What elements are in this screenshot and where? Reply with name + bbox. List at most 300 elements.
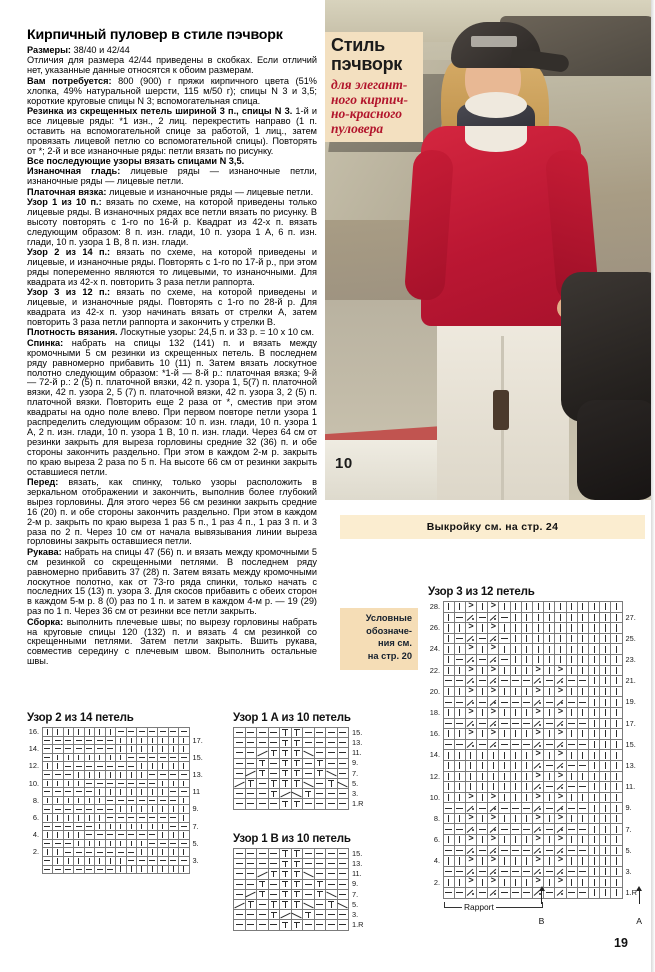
stitch-symbol-dash-icon (477, 697, 487, 707)
stitch-symbol-dash-icon (148, 814, 158, 822)
stitch-symbol-bar-icon (74, 831, 84, 839)
stitch-symbol-dash-icon (257, 738, 268, 747)
stitch-symbol-dash-icon (567, 761, 577, 771)
pattern-chart-cell (303, 899, 315, 909)
pattern-chart-cell (555, 602, 566, 613)
stitch-symbol-bar-icon (611, 750, 621, 760)
stitch-symbol-bar-icon (43, 780, 53, 788)
pattern-chart-cell (158, 762, 169, 771)
pattern-chart-cell (566, 782, 577, 793)
pattern-chart-cell (600, 697, 611, 708)
stitch-symbol-bar-icon (477, 772, 487, 782)
pattern-chart-cell (533, 707, 544, 718)
stitch-symbol-dash-icon (477, 803, 487, 813)
chart-row-label-left: 22. (429, 665, 440, 675)
pattern-chart-cell (245, 799, 257, 809)
stitch-symbol-bar-icon (544, 856, 554, 866)
pattern-chart-cell (268, 768, 280, 778)
pattern-chart-cell (268, 778, 280, 788)
pattern-chart-cell (588, 803, 599, 814)
pattern-chart-cell (158, 865, 169, 874)
pattern-chart-cell (105, 831, 116, 840)
stitch-symbol-dash-icon (326, 799, 337, 808)
stitch-symbol-dash-icon (544, 846, 554, 856)
chart-row-label-left (27, 788, 42, 797)
pattern-chart-cell (499, 718, 510, 729)
stitch-symbol-dash-icon (53, 771, 63, 779)
pattern-chart-cell (611, 644, 622, 655)
pattern-chart-cell (555, 750, 566, 761)
stitch-symbol-dash-icon (257, 728, 268, 737)
pattern-chart-cell (544, 676, 555, 687)
stitch-symbol-dash-icon (95, 866, 105, 874)
stitch-symbol-bar-icon (106, 728, 116, 736)
article-paragraph-lead: Резинка из скрещенных петель шириной 3 п., спицы N 3. (27, 105, 293, 116)
pattern-chart-cell (588, 888, 599, 899)
chart-row-label-left: 14. (28, 744, 39, 754)
chart-row-label-right: 3. (352, 789, 359, 799)
stitch-symbol-bar-icon (148, 823, 158, 831)
stitch-symbol-bar-icon (477, 856, 487, 866)
stitch-symbol-bar-icon (444, 772, 454, 782)
stitch-symbol-bar-icon (455, 623, 465, 633)
article-paragraph-lead: Все последующие узоры вязать спицами N 3,5. (27, 155, 245, 166)
article-paragraph-lead: Платочная вязка: (27, 186, 107, 197)
stitch-symbol-gt-icon (555, 877, 565, 887)
pattern-chart-cell (510, 697, 521, 708)
pattern-chart-cell (544, 623, 555, 634)
pattern-chart-cell (611, 654, 622, 665)
stitch-symbol-gt-icon (533, 856, 543, 866)
schematic-reference-text: Выкройку см. на стр. 24 (426, 521, 559, 533)
pattern-chart-cell (454, 729, 465, 740)
pattern-chart-cell (337, 748, 349, 758)
article-paragraph-text: 38/40 и 42/44 (71, 45, 130, 55)
stitch-symbol-dash-icon (53, 737, 63, 745)
stitch-symbol-dash-icon (567, 846, 577, 856)
stitch-symbol-bar-icon (444, 814, 454, 824)
stitch-symbol-bar-icon (53, 797, 63, 805)
pattern-chart-cell (611, 845, 622, 856)
pattern-chart-cell (477, 771, 488, 782)
article-paragraph-lead: Размеры: (27, 45, 71, 55)
stitch-symbol-bar-icon (511, 856, 521, 866)
pattern-chart-cell (95, 831, 106, 840)
stitch-symbol-dash-icon (234, 769, 245, 778)
pattern-chart-cell (566, 750, 577, 761)
pattern-chart-cell (257, 738, 269, 748)
pattern-chart-cell (95, 865, 106, 874)
article-paragraph (27, 328, 317, 338)
stitch-symbol-gt-icon (466, 708, 476, 718)
pattern-chart-cell (179, 839, 190, 848)
legend-line-2: обозначе- (366, 625, 412, 636)
pattern-chart-cell (577, 707, 588, 718)
pattern-chart-cell (499, 665, 510, 676)
stitch-symbol-dash-icon (338, 920, 349, 929)
stitch-symbol-gt-icon (488, 877, 498, 887)
stitch-symbol-dash-icon (158, 754, 168, 762)
pattern-chart-cell (477, 813, 488, 824)
stitch-symbol-dash-icon (499, 888, 509, 898)
pattern-chart-cell (488, 707, 499, 718)
pattern-chart-row (428, 612, 642, 623)
stitch-symbol-bar-icon (95, 814, 105, 822)
stitch-symbol-dash-icon (116, 814, 126, 822)
stitch-symbol-dash-icon (499, 676, 509, 686)
article-paragraph (27, 167, 317, 187)
stitch-symbol-dash-icon (444, 888, 454, 898)
chart-row-label-left (428, 760, 443, 771)
pattern-chart-row (234, 728, 369, 738)
pattern-chart-cell (179, 796, 190, 805)
stitch-symbol-T-icon (280, 728, 291, 737)
pattern-chart-row (27, 831, 209, 840)
pattern-chart-cell (510, 803, 521, 814)
pattern-chart-cell (477, 888, 488, 899)
stitch-symbol-dash-icon (234, 738, 245, 747)
stitch-symbol-dash-icon (511, 824, 521, 834)
pattern-chart-cell (521, 623, 532, 634)
pattern-chart-cell (337, 859, 349, 869)
pattern-chart-cell (84, 762, 95, 771)
stitch-symbol-bar-icon (522, 793, 532, 803)
chart-row-label-right: 27. (625, 612, 636, 622)
arrow-b-label: B (538, 915, 545, 926)
stitch-symbol-gt-icon (555, 835, 565, 845)
pattern-chart-cell (337, 738, 349, 748)
stitch-symbol-dash-icon (257, 920, 268, 929)
chart-uzor-1b (233, 833, 369, 931)
pattern-chart-row (27, 865, 209, 874)
pattern-chart-cell (84, 839, 95, 848)
stitch-symbol-bar-icon (127, 805, 137, 813)
pattern-chart-cell (477, 697, 488, 708)
pattern-chart-cell (84, 796, 95, 805)
stitch-symbol-bar-icon (43, 848, 53, 856)
pattern-chart-cell (291, 899, 303, 909)
stitch-symbol-bar-icon (127, 737, 137, 745)
pattern-chart-cell (521, 729, 532, 740)
stitch-symbol-gt-icon (533, 772, 543, 782)
stitch-symbol-bar-icon (589, 867, 599, 877)
pattern-chart-cell (303, 889, 315, 899)
stitch-symbol-bar-icon (137, 848, 147, 856)
pattern-chart-cell (577, 729, 588, 740)
stitch-symbol-dash-icon (95, 831, 105, 839)
stitch-symbol-bar-icon (179, 814, 189, 822)
pattern-chart-cell (234, 879, 246, 889)
stitch-symbol-bar-icon (611, 697, 621, 707)
stitch-symbol-sl-icon (555, 888, 565, 898)
chart-row-label-right: 7. (192, 821, 199, 831)
chart-uzor-3 (428, 586, 642, 934)
pattern-chart-cell (147, 745, 158, 754)
chart-row-label-left (27, 856, 42, 865)
stitch-symbol-bar-icon (589, 602, 599, 612)
pattern-chart-cell (544, 665, 555, 676)
pattern-chart-cell (303, 879, 315, 889)
pattern-chart-cell (74, 796, 85, 805)
pattern-chart-row (234, 869, 369, 879)
stitch-symbol-bar-icon (179, 745, 189, 753)
pattern-chart-cell (116, 865, 127, 874)
stitch-symbol-bar-icon (600, 634, 610, 644)
pattern-chart-cell (63, 796, 74, 805)
stitch-symbol-bar-icon (611, 782, 621, 792)
stitch-symbol-dash-icon (127, 797, 137, 805)
stitch-symbol-dash-icon (315, 849, 326, 858)
pattern-chart-cell (126, 753, 137, 762)
pattern-chart-cell (443, 676, 454, 687)
pattern-chart-cell (234, 728, 246, 738)
stitch-symbol-dash-icon (95, 805, 105, 813)
pattern-chart-cell (521, 750, 532, 761)
stitch-symbol-dash-icon (64, 737, 74, 745)
stitch-symbol-T-icon (326, 779, 337, 788)
stitch-symbol-bar-icon (444, 687, 454, 697)
pattern-chart-cell (303, 859, 315, 869)
stitch-symbol-bar-icon (179, 805, 189, 813)
pattern-chart-cell (245, 869, 257, 879)
stitch-symbol-bar-icon (544, 729, 554, 739)
stitch-symbol-bar-icon (600, 772, 610, 782)
stitch-symbol-bar-icon (600, 761, 610, 771)
stitch-symbol-bar-icon (578, 835, 588, 845)
stitch-symbol-rt-icon (326, 769, 337, 778)
chart-row-label-right (622, 665, 642, 676)
pattern-chart-cell (158, 728, 169, 737)
stitch-symbol-dash-icon (43, 840, 53, 848)
pattern-chart-cell (234, 899, 246, 909)
pattern-chart-cell (280, 889, 292, 899)
pattern-chart-cell (53, 779, 64, 788)
pattern-chart-cell (291, 869, 303, 879)
chart-row-label-right: 23. (625, 655, 636, 665)
pattern-chart-cell (95, 770, 106, 779)
pattern-chart-cell (303, 738, 315, 748)
pattern-chart-cell (147, 736, 158, 745)
stitch-symbol-bar-icon (169, 762, 179, 770)
stitch-symbol-dash-icon (43, 857, 53, 865)
stitch-symbol-bar-icon (600, 803, 610, 813)
stitch-symbol-gt-icon (488, 856, 498, 866)
pattern-chart-cell (465, 739, 476, 750)
stitch-symbol-dash-icon (326, 748, 337, 757)
stitch-symbol-bar-icon (589, 708, 599, 718)
pattern-chart-cell (147, 770, 158, 779)
pattern-chart-cell (521, 760, 532, 771)
stitch-symbol-bar-icon (106, 788, 116, 796)
chart-row-label-left: 2. (433, 877, 440, 887)
stitch-symbol-dash-icon (74, 848, 84, 856)
stitch-symbol-dash-icon (567, 803, 577, 813)
pattern-chart-cell (443, 654, 454, 665)
pattern-chart-row (428, 644, 642, 655)
stitch-symbol-bar-icon (106, 771, 116, 779)
pattern-chart-cell (611, 803, 622, 814)
pattern-chart-cell (510, 623, 521, 634)
pattern-chart-cell (454, 813, 465, 824)
pattern-chart-cell (577, 888, 588, 899)
chart-uzor-3-grid (428, 601, 642, 899)
pattern-chart-cell (611, 813, 622, 824)
pattern-chart-cell (499, 835, 510, 846)
pattern-chart-row (234, 738, 369, 748)
stitch-symbol-dash-icon (53, 805, 63, 813)
pattern-chart-cell (533, 623, 544, 634)
stitch-symbol-gt-icon (555, 814, 565, 824)
pattern-chart-cell (53, 831, 64, 840)
pattern-chart-cell (53, 788, 64, 797)
stitch-symbol-dash-icon (567, 888, 577, 898)
stitch-symbol-dash-icon (326, 728, 337, 737)
chart-row-label-left: 2. (32, 847, 39, 857)
chart-row-label-right (189, 813, 209, 822)
pattern-chart-cell (291, 758, 303, 768)
stitch-symbol-dash-icon (315, 738, 326, 747)
stitch-symbol-dash-icon (234, 910, 245, 919)
pattern-chart-cell (544, 644, 555, 655)
pattern-chart-cell (179, 865, 190, 874)
stitch-symbol-dash-icon (338, 910, 349, 919)
stitch-symbol-bar-icon (444, 793, 454, 803)
stitch-symbol-bar-icon (74, 728, 84, 736)
stitch-symbol-bar-icon (567, 613, 577, 623)
stitch-symbol-bar-icon (555, 613, 565, 623)
stitch-symbol-dash-icon (74, 823, 84, 831)
stitch-symbol-bar-icon (444, 729, 454, 739)
pattern-chart-cell (105, 745, 116, 754)
pattern-chart-cell (465, 729, 476, 740)
pattern-chart-cell (168, 822, 179, 831)
pattern-chart-cell (63, 753, 74, 762)
pattern-chart-row (27, 770, 209, 779)
stitch-symbol-bar-icon (611, 867, 621, 877)
pattern-chart-cell (454, 771, 465, 782)
pattern-chart-cell (234, 748, 246, 758)
stitch-symbol-bar-icon (567, 835, 577, 845)
pattern-chart-row (234, 859, 369, 869)
stitch-symbol-bar-icon (589, 644, 599, 654)
stitch-symbol-lt-icon (246, 769, 257, 778)
pattern-chart-cell (326, 920, 338, 930)
pattern-chart-cell (499, 792, 510, 803)
stitch-symbol-T-icon (280, 880, 291, 889)
stitch-symbol-bar-icon (511, 644, 521, 654)
pattern-chart-row (428, 877, 642, 888)
pattern-chart-cell (137, 856, 148, 865)
pattern-chart-cell (499, 623, 510, 634)
stitch-symbol-bar-icon (578, 602, 588, 612)
pattern-chart-cell (116, 839, 127, 848)
pattern-chart-cell (521, 739, 532, 750)
stitch-symbol-bar-icon (589, 666, 599, 676)
pattern-chart-cell (454, 623, 465, 634)
stitch-symbol-dash-icon (303, 738, 314, 747)
pattern-chart-cell (158, 813, 169, 822)
stitch-symbol-dash-icon (246, 738, 257, 747)
stitch-symbol-bar-icon (522, 877, 532, 887)
stitch-symbol-bar-icon (477, 793, 487, 803)
stitch-symbol-bar-icon (488, 750, 498, 760)
pattern-chart-cell (488, 877, 499, 888)
stitch-symbol-dash-icon (499, 803, 509, 813)
stitch-symbol-dash-icon (246, 799, 257, 808)
pattern-chart-cell (179, 736, 190, 745)
stitch-symbol-bar-icon (611, 613, 621, 623)
article-paragraph-text: набрать на спицы 47 (56) п. и вязать между кромочными 5 см резинкой со скрещенными петлями. В последнем ряду равномерно прибавить 37 (28) п. Затем вязать между кромочными лоскутное полотно, как от 73-го ряда спинки, только начать с последних 15 (13) п. узора 3. Для скосов прибавить с обеих сторон в каждом 5-м р. 8 (0) раз по 1 п. и затем в каждом 4-м р. — 19 (29) раз по 1 п. Через 36 см от резинки все петли закрыть. (27, 546, 317, 617)
pattern-chart-cell (477, 676, 488, 687)
pattern-chart-cell (477, 718, 488, 729)
pattern-chart-cell (74, 736, 85, 745)
stitch-symbol-T-icon (292, 890, 303, 899)
chart-row-label-right: 13. (625, 761, 636, 770)
stitch-symbol-bar-icon (158, 823, 168, 831)
pattern-chart-cell (600, 888, 611, 899)
pattern-chart-cell (74, 779, 85, 788)
pattern-chart-cell (465, 750, 476, 761)
stitch-symbol-dash-icon (444, 676, 454, 686)
pattern-chart-row (428, 856, 642, 867)
pattern-chart-cell (600, 877, 611, 888)
chart-row-label-right: 13. (352, 859, 363, 869)
pattern-chart-row (27, 788, 209, 797)
stitch-symbol-gt-icon (488, 814, 498, 824)
pattern-chart-cell (499, 824, 510, 835)
stitch-symbol-dash-icon (106, 848, 116, 856)
stitch-symbol-bar-icon (477, 623, 487, 633)
stitch-symbol-bar-icon (53, 728, 63, 736)
stitch-symbol-dash-icon (64, 866, 74, 874)
pattern-chart-cell (168, 745, 179, 754)
chart-row-label-right: 5. (625, 845, 632, 855)
pattern-chart-cell (533, 771, 544, 782)
stitch-symbol-lt-icon (257, 869, 268, 878)
pattern-chart-cell (577, 676, 588, 687)
pattern-chart-cell (477, 856, 488, 867)
pattern-chart-cell (577, 760, 588, 771)
stitch-symbol-bar-icon (567, 729, 577, 739)
stitch-symbol-bar-icon (600, 687, 610, 697)
stitch-symbol-dash-icon (326, 759, 337, 768)
pattern-chart-cell (303, 789, 315, 799)
stitch-symbol-bar-icon (600, 856, 610, 866)
stitch-symbol-dash-icon (477, 634, 487, 644)
stitch-symbol-dash-icon (326, 789, 337, 798)
pattern-chart-cell (499, 803, 510, 814)
chart-row-label-right: 1.R (352, 920, 364, 930)
pattern-chart-cell (555, 623, 566, 634)
stitch-symbol-T-icon (280, 859, 291, 868)
stitch-symbol-bar-icon (499, 602, 509, 612)
stitch-symbol-bar-icon (589, 793, 599, 803)
stitch-symbol-bar-icon (179, 797, 189, 805)
stitch-symbol-bar-icon (611, 803, 621, 813)
article-paragraph-lead: Плотность вязания. (27, 327, 118, 338)
pattern-chart-cell (566, 644, 577, 655)
chart-row-label-right: 17. (625, 718, 636, 728)
pattern-chart-cell (234, 859, 246, 869)
pattern-chart-cell (234, 799, 246, 809)
stitch-symbol-dash-icon (74, 805, 84, 813)
pattern-chart-cell (74, 848, 85, 857)
photo-turtleneck-collar (465, 92, 527, 118)
pattern-chart-cell (499, 654, 510, 665)
stitch-symbol-T-icon (246, 900, 257, 909)
pattern-chart-cell (53, 848, 64, 857)
stitch-symbol-dash-icon (85, 866, 95, 874)
